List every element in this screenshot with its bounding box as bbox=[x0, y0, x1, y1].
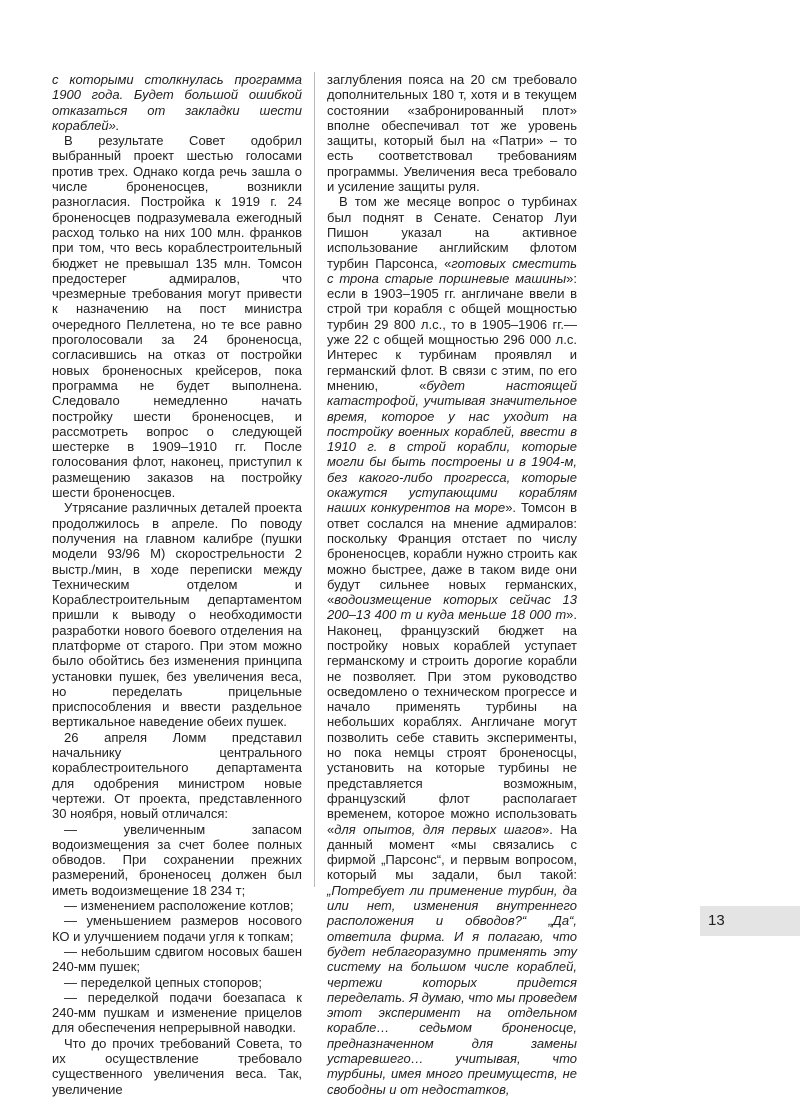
list-item: — изменением расположение котлов; bbox=[64, 898, 294, 914]
paragraph: 26 апреля Ломм представил начальнику центрального кораблестроительного департамента для одобрения министром новые чертежи. От проекта, представленного 30 ноября, новый отличался: bbox=[52, 729, 302, 822]
page-number-box bbox=[700, 906, 800, 936]
paragraph: Что до прочих требований Совета, то их осуществление требовало существенного увеличения веса. Так, увеличение bbox=[52, 1035, 302, 1097]
paragraph: В том же месяце вопрос о турбинах был поднят в Сенате. Сенатор Луи Пишон указал на активное использование английским флотом турбин Парсонса, «готовых сместить с трона старые поршневые машины»: если в 1903–1905 гг. англичане ввели в строй три корабля с общей мощностью турбин 29 800 л.с., то в 1905–1906 гг.— уже 22 с общей мощностью 296 000 л.с. Интерес к турбинам проявлял и германский флот. В связи с этим, по его мнению, «будет настоящей катастрофой, учитывая значительное время, которое у нас уходит на постройку военных кораблей, ввести в 1910 г. в строй корабли, которые могли бы быть построены и в 1904-м, без какого-либо прогресса, которые окажутся уступающими кораблям наших конкурентов на море». Томсон в ответ сослался на мнение адмиралов: поскольку Франция отстает по числу броненосцев, корабли нужно строить как можно быстрее, даже в таком виде они будут сильнее новых германских, «водоизмещение которых сейчас 13 200–13 400 т и куда меньше 18 000 т». Наконец, французский бюджет на постройку новых кораблей уступает германскому и строить дорогие корабли не позволяет. При этом руководство осведомлено о техническом прогрессе и начало применять турбины на небольших кораблях. Англичане могут позволить себе ставить эксперименты, но пока немцы строят броненосцы, установить на которые турбины не представляется возможным, французский флот располагает временем, которое можно использовать «для опытов, для первых шагов». На данный момент «мы связались с фирмой „Парсонс“, и первым вопросом, который мы задали, был такой: „Потребует ли применение турбин, да или нет, изменения внутреннего расположения и обводов?“ „Да“, ответила фирма. И я полагаю, что будет неблагоразумно применять эту систему на большом числе кораблей, чертежи которых придется переделать. Я думаю, что мы проведем этот эксперимент на отдельном корабле… седьмом броненосце, предназначенном для замены устаревшего… учитывая, что турбины, имея много преимуществ, не свободны и от недостатков, bbox=[327, 194, 578, 1097]
paragraph: В результате Совет одобрил выбранный проект шестью голосами против трех. Однако когда речь зашла о числе броненосцев, возникли разногласия. Постройка к 1919 г. 24 броненосцев подразумевала ежегодный расход только на них 100 млн. франков при том, что весь кораблестроительный бюджет не превышал 135 млн. Томсон предостерег адмиралов, что чрезмерные требования могут привести к назначению на пост министра очередного Пеллетена, но те все равно проголосовали за 24 броненосца, согласившись на отказ от постройки новых броненосных крейсеров, пока программа не будет выполнена. Следовало немедленно начать постройку шести броненосцев, и рассмотреть вопрос о следующей шестерке в 1909–1910 гг. После голосования флот, наконец, приступил к размещению заказов на постройку шести броненосцев. bbox=[52, 133, 302, 501]
list-item: — уменьшением размеров носового КО и улучшением подачи угля к топкам; bbox=[52, 913, 302, 944]
left-column bbox=[52, 72, 302, 1097]
column-divider bbox=[314, 72, 315, 887]
list-item: — переделкой подачи боезапаса к 240-мм пушкам и изменение прицелов для обеспечения непрерывной наводки. bbox=[52, 989, 302, 1036]
paragraph: заглубления пояса на 20 см требовало дополнительных 180 т, хотя и в текущем состоянии «забронированный плот» вполне обеспечивал тот же уровень защиты, который был на «Патри» – то есть соответствовал требованиям программы. Увеличения веса требовало и усиление защиты руля. bbox=[327, 72, 577, 195]
paragraph: с которыми столкнулась программа 1900 года. Будет большой ошибкой отказаться от закладки шести кораблей». bbox=[52, 72, 302, 133]
list-item: — небольшим сдвигом носовых башен 240-мм пушек; bbox=[52, 943, 302, 975]
page-number: 13 bbox=[708, 912, 725, 929]
list-item: — переделкой цепных стопоров; bbox=[64, 974, 262, 990]
list-item: — увеличенным запасом водоизмещения за счет более полных обводов. При сохранении прежних размерений, броненосец должен был иметь водоизмещение 18 234 т; bbox=[52, 821, 302, 898]
paragraph: Утрясание различных деталей проекта продолжилось в апреле. По поводу получения на главном калибре (пушки модели 93/96 М) скорострельности 2 выстр./мин, в ходе переписки между Техническим отделом и Кораблестроительным департаментом пришли к выводу о необходимости разработки нового боевого отделения на платформе от старого. При этом можно было обойтись без изменения принципа установки пушек, без увеличения веса, но переделать прицельные приспособления и ввести раздельное вертикальное наведение обеих пушек. bbox=[52, 500, 302, 730]
right-column bbox=[327, 72, 577, 1097]
